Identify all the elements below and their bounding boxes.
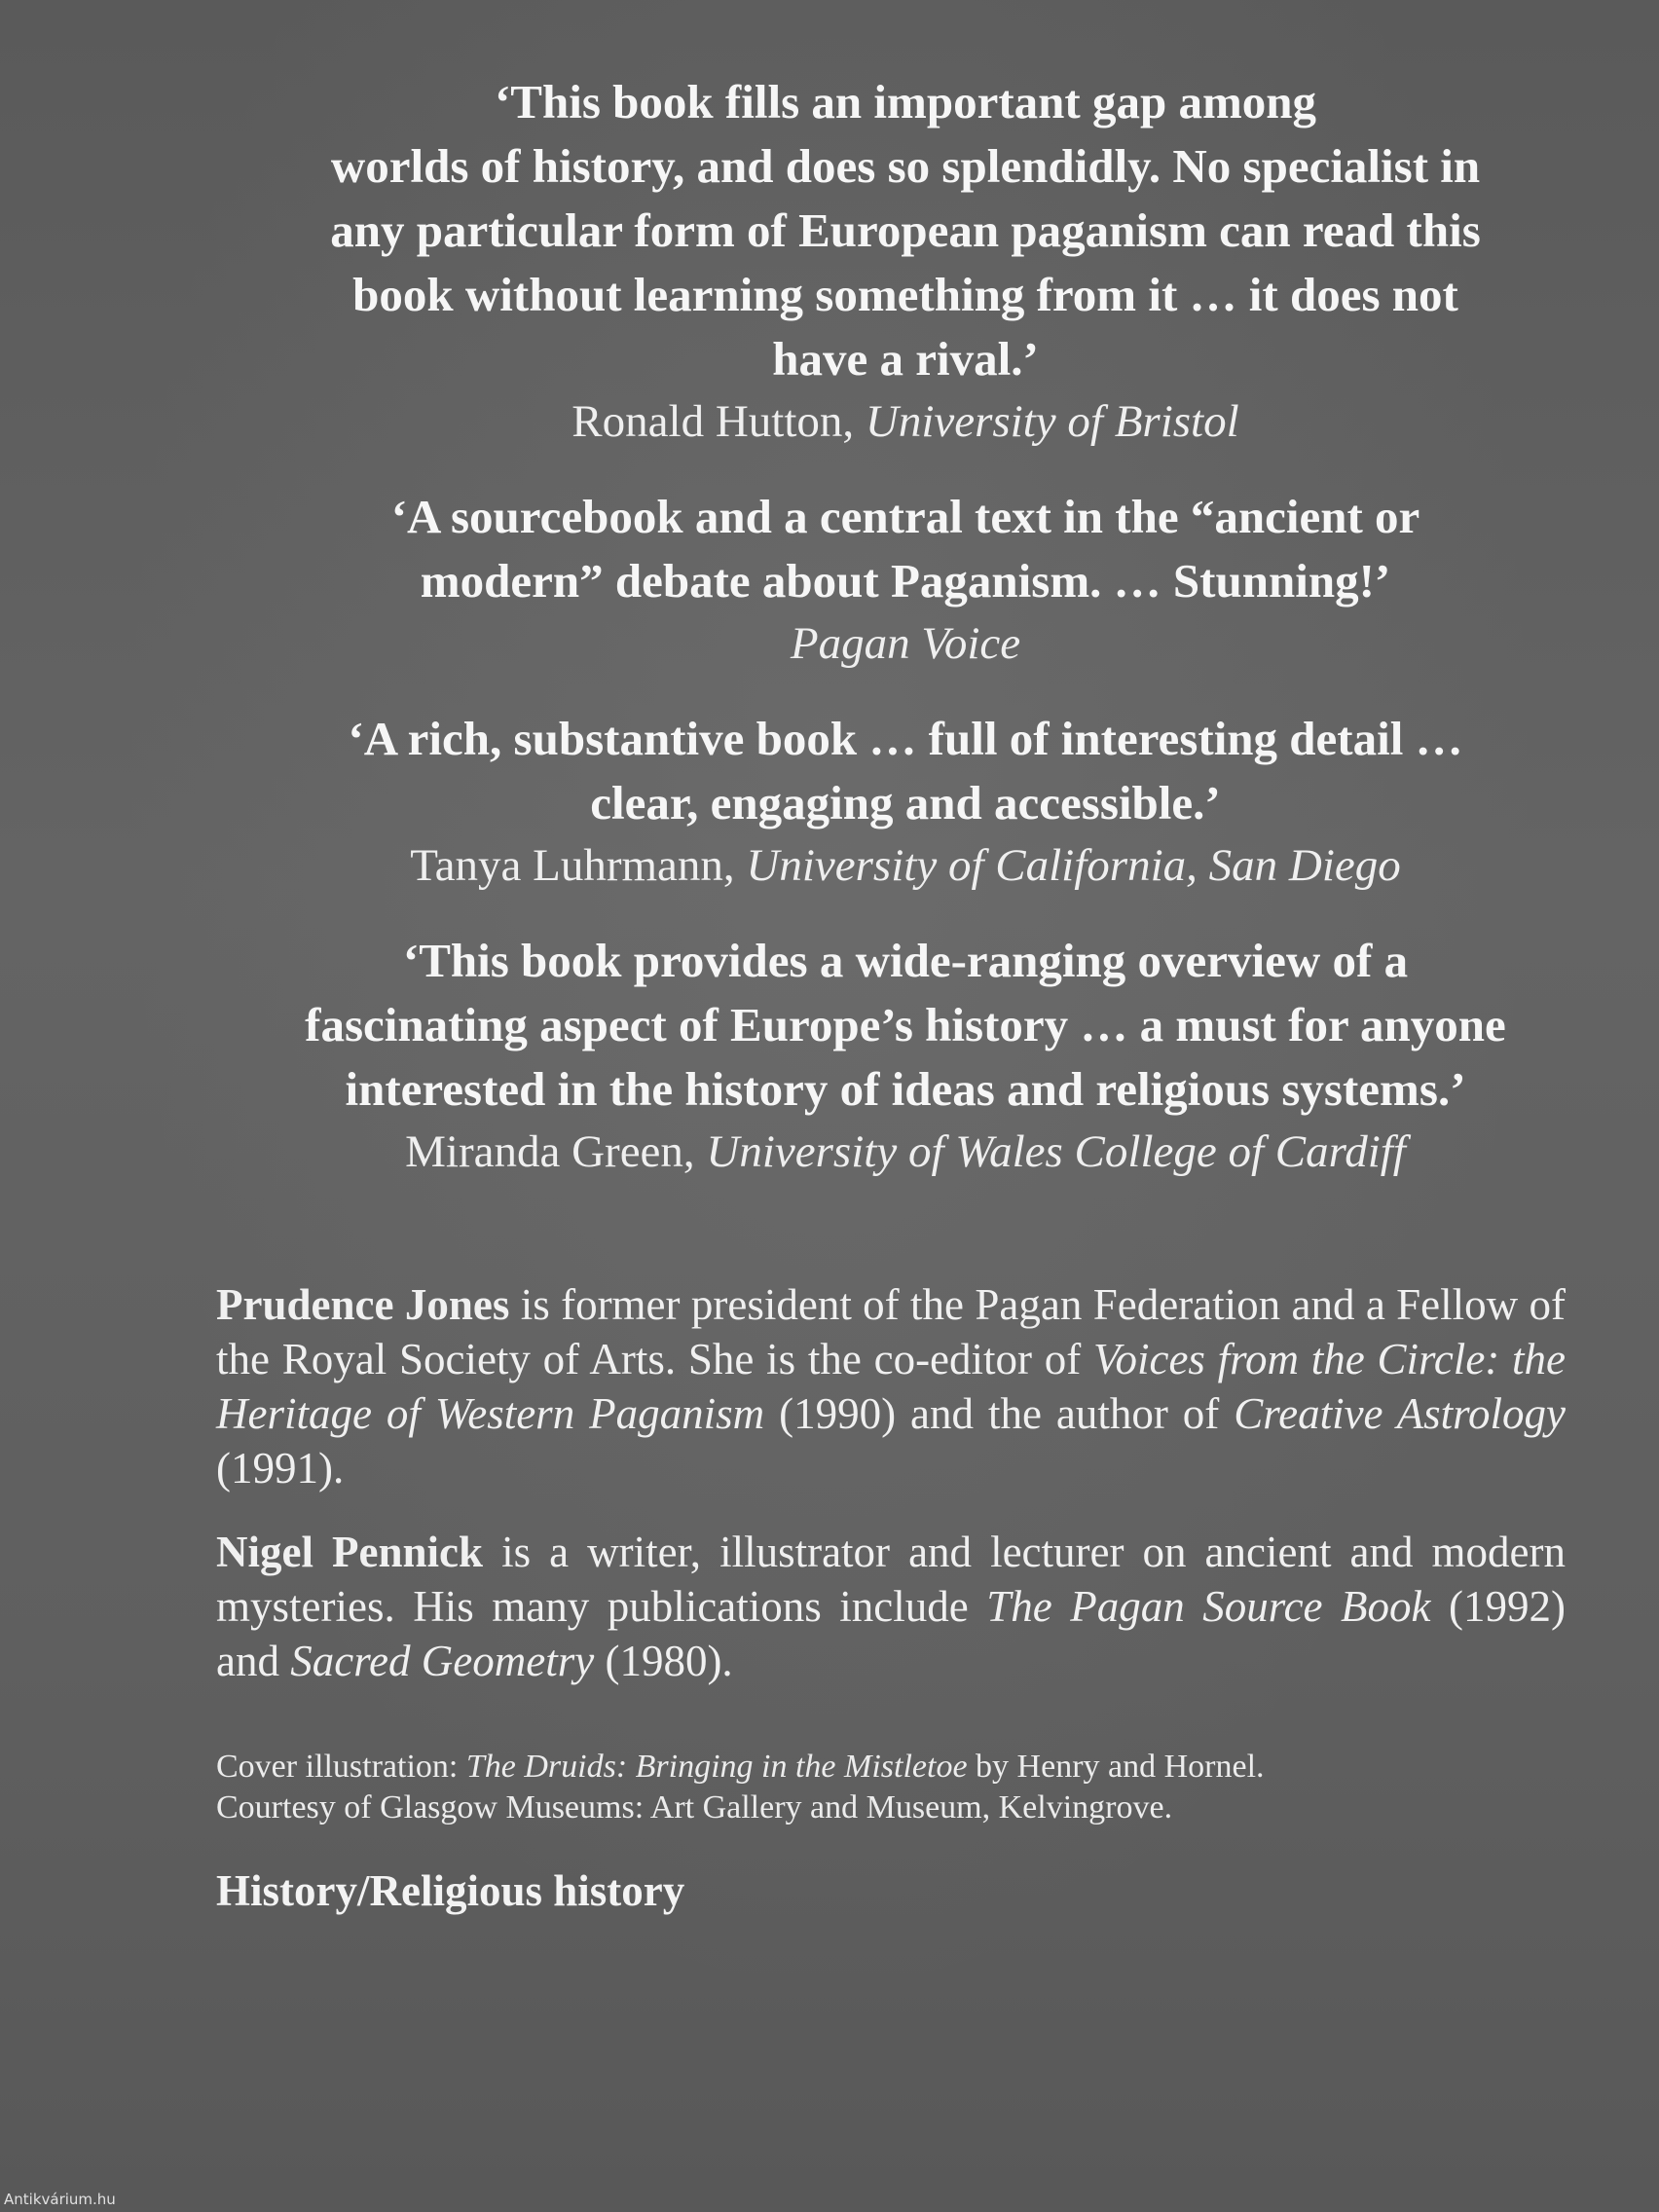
credit-line-1 (216, 1747, 1579, 1788)
book-title: Sacred Geometry (290, 1637, 595, 1685)
quote-line: interested in the history of ideas and religious systems.’ (345, 1062, 1466, 1116)
quote-line: ‘This book provides a wide-ranging overview of a (402, 934, 1409, 987)
bio-text: (1992) and (216, 1582, 1566, 1685)
quote-line: ‘A sourcebook and a central text in the “ancient or (390, 490, 1420, 543)
quote-line: worlds of history, and does so splendidly. No specialist in (330, 139, 1481, 193)
author-bios (216, 1277, 1566, 1717)
attribution-author: Tanya Luhrmann, (410, 840, 747, 891)
subject-category: History/Religious history (216, 1866, 685, 1915)
quote-line: book without learning something from it … it does not (352, 268, 1458, 321)
credit-suffix: by Henry and Hornel. (967, 1749, 1265, 1785)
review-quotes (195, 70, 1616, 1215)
quote-line: clear, engaging and accessible.’ (590, 776, 1221, 830)
attribution-institution: University of California, San Diego (746, 840, 1401, 891)
site-watermark: Antikvárium.hu (4, 2191, 116, 2208)
attribution-institution: University of Wales College of Cardiff (706, 1126, 1406, 1177)
attribution-author: Miranda Green, (405, 1126, 707, 1177)
author-name: Prudence Jones (216, 1280, 510, 1329)
bio-text: is a writer, illustrator and lecturer on ancient and modern mysteries. His many publications include (216, 1528, 1566, 1631)
quote-attribution (195, 613, 1616, 674)
quote-line: fascinating aspect of Europe’s history … a must for anyone (305, 998, 1506, 1051)
attribution-author: Ronald Hutton, (571, 396, 866, 447)
attribution-institution: University of Bristol (865, 396, 1239, 447)
book-title: Creative Astrology (1234, 1389, 1566, 1438)
book-title: Voices from the Circle: the Heritage of Western Paganism (216, 1335, 1566, 1438)
review-quote-pagan-voice (195, 485, 1616, 674)
author-name: Nigel Pennick (216, 1528, 484, 1576)
quote-line: modern” debate about Paganism. … Stunning!’ (420, 554, 1391, 608)
attribution-institution: Pagan Voice (790, 618, 1021, 669)
bio-text: (1991). (216, 1444, 345, 1493)
quote-line: ‘This book fills an important gap among (494, 75, 1317, 129)
author-bio-jones (216, 1277, 1566, 1495)
quote-attribution (195, 391, 1616, 452)
credit-prefix: Cover illustration: (216, 1749, 466, 1785)
cover-illustration-credit (216, 1747, 1579, 1828)
author-bio-pennick (216, 1525, 1566, 1688)
quote-line: ‘A rich, substantive book … full of interesting detail … (348, 712, 1463, 765)
review-quote-hutton (195, 70, 1616, 452)
bio-text: (1980). (594, 1637, 733, 1685)
artwork-title: The Druids: Bringing in the Mistletoe (465, 1749, 968, 1785)
credit-line-2: Courtesy of Glasgow Museums: Art Gallery and Museum, Kelvingrove. (216, 1789, 1173, 1825)
review-quote-green (195, 929, 1616, 1182)
quote-attribution (195, 835, 1616, 896)
bio-text: is former president of the Pagan Federation and a Fellow of the Royal Society of Arts. She is the co-editor of (216, 1280, 1566, 1383)
review-quote-luhrmann (195, 707, 1616, 896)
quote-line: have a rival.’ (772, 332, 1039, 386)
book-title: The Pagan Source Book (986, 1582, 1431, 1631)
bio-text: (1990) and the author of (764, 1389, 1235, 1438)
quote-attribution (195, 1122, 1616, 1182)
quote-line: any particular form of European paganism can read this (330, 203, 1481, 257)
